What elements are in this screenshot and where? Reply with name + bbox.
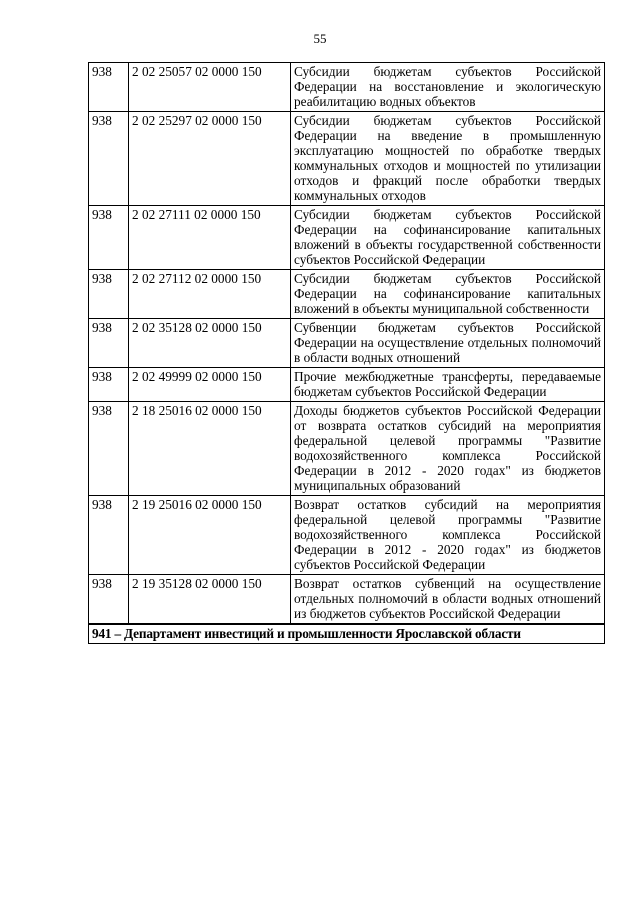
admin-code-cell: 938: [89, 63, 129, 112]
budget-code-cell: 2 19 35128 02 0000 150: [129, 575, 291, 625]
table-row: [89, 402, 605, 496]
table-row: [89, 319, 605, 368]
income-name-cell: Субвенции бюджетам субъектов Российской Федерации на осуществление отдельных полномочий в области водных отношений: [291, 319, 605, 368]
income-name-cell: Субсидии бюджетам субъектов Российской Федерации на введение в промышленную эксплуатацию мощностей по обработке твердых коммунальных отходов и мощностей по утилизации отходов и фракций после обработки твердых коммунальных отходов: [291, 112, 605, 206]
table-row: [89, 575, 605, 625]
table-row: [89, 368, 605, 402]
budget-code-cell: 2 02 27111 02 0000 150: [129, 206, 291, 270]
admin-code-cell: 938: [89, 112, 129, 206]
budget-classification-table: [88, 62, 605, 644]
admin-code-cell: 938: [89, 206, 129, 270]
table-row: [89, 270, 605, 319]
budget-code-cell: 2 02 25057 02 0000 150: [129, 63, 291, 112]
admin-code-cell: 938: [89, 496, 129, 575]
budget-code-cell: 2 02 35128 02 0000 150: [129, 319, 291, 368]
admin-code-cell: 938: [89, 575, 129, 625]
budget-code-cell: 2 19 25016 02 0000 150: [129, 496, 291, 575]
section-row: [89, 624, 605, 644]
admin-code-cell: 938: [89, 270, 129, 319]
table-row: [89, 206, 605, 270]
budget-code-cell: 2 02 27112 02 0000 150: [129, 270, 291, 319]
table-row: [89, 63, 605, 112]
table-row: [89, 112, 605, 206]
budget-code-cell: 2 02 49999 02 0000 150: [129, 368, 291, 402]
budget-code-cell: 2 02 25297 02 0000 150: [129, 112, 291, 206]
admin-code-cell: 938: [89, 319, 129, 368]
admin-code-cell: 938: [89, 368, 129, 402]
income-name-cell: Субсидии бюджетам субъектов Российской Федерации на софинансирование капитальных вложений в объекты государственной собственности субъектов Российской Федерации: [291, 206, 605, 270]
income-name-cell: Субсидии бюджетам субъектов Российской Федерации на восстановление и экологическую реабилитацию водных объектов: [291, 63, 605, 112]
page-number: 55: [313, 31, 327, 46]
admin-code-cell: 938: [89, 402, 129, 496]
section-header: 941 – Департамент инвестиций и промышленности Ярославской области: [89, 624, 605, 644]
budget-code-cell: 2 18 25016 02 0000 150: [129, 402, 291, 496]
income-name-cell: Доходы бюджетов субъектов Российской Федерации от возврата остатков субсидий на мероприятия федеральной целевой программы "Развитие водохозяйственного комплекса Российской Федерации в 2012 - 2020 годах" из бюджетов муниципальных образований: [291, 402, 605, 496]
income-name-cell: Прочие межбюджетные трансферты, передаваемые бюджетам субъектов Российской Федерации: [291, 368, 605, 402]
income-name-cell: Возврат остатков субвенций на осуществление отдельных полномочий в области водных отношений из бюджетов субъектов Российской Федерации: [291, 575, 605, 625]
income-name-cell: Возврат остатков субсидий на мероприятия федеральной целевой программы "Развитие водохозяйственного комплекса Российской Федерации в 2012 - 2020 годах" из бюджетов субъектов Российской Федерации: [291, 496, 605, 575]
table-row: [89, 496, 605, 575]
income-name-cell: Субсидии бюджетам субъектов Российской Федерации на софинансирование капитальных вложений в объекты муниципальной собственности: [291, 270, 605, 319]
